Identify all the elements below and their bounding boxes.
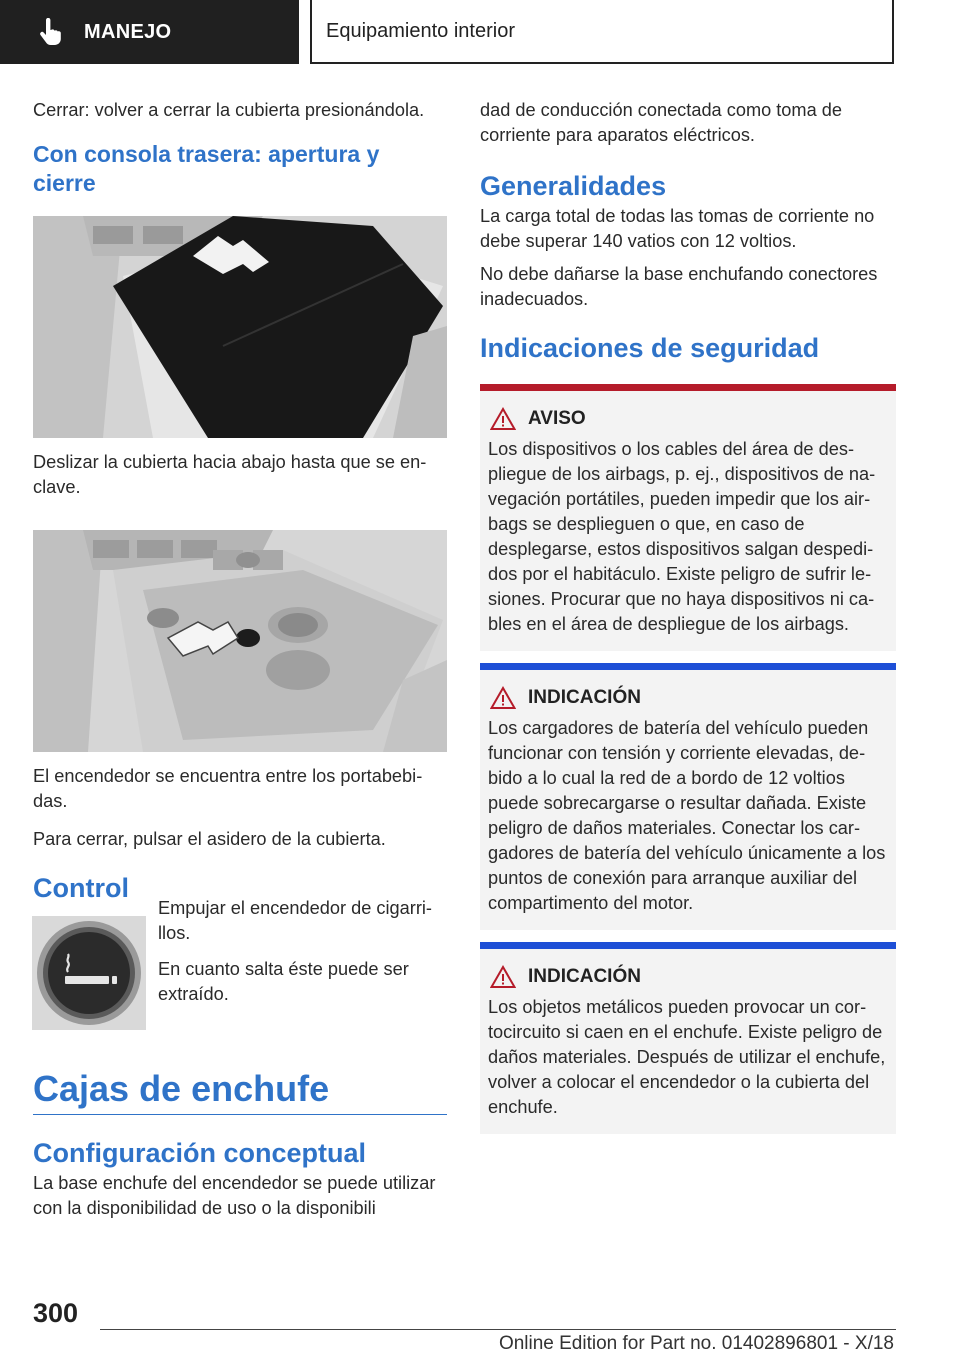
paragraph-en-cuanto: En cuanto salta éste puede ser extraído. (158, 959, 409, 1004)
notice-title-text: AVISO (528, 408, 586, 429)
section-label: Equipamiento interior (326, 19, 515, 42)
heading-generalidades: Generalidades (480, 171, 667, 201)
heading-control: Control (33, 873, 129, 903)
hand-pointer-icon (38, 18, 64, 46)
heading-rule (33, 1114, 447, 1115)
chapter-label: MANEJO (84, 20, 172, 43)
paragraph-carga-total: La carga total de todas las tomas de corriente no debe superar 140 vatios con 12 voltios. (480, 206, 875, 251)
right-column (480, 98, 896, 1134)
notice-title-text: INDICACIÓN (528, 966, 641, 987)
control-text (158, 896, 446, 1030)
control-row (32, 896, 447, 1030)
paragraph-deslizar: Deslizar la cubierta hacia abajo hasta que se enclave. (33, 452, 427, 497)
paragraph-dad-conduccion: dad de conducción conectada como toma de corriente para aparatos eléctricos. (480, 100, 842, 145)
page-number: 300 (33, 1298, 79, 1328)
notice-title (488, 407, 888, 431)
paragraph-empujar: Empujar el encendedor de cigarrillos. (158, 898, 432, 943)
paragraph-cerrar: Cerrar: volver a cerrar la cubierta presionándola. (33, 100, 425, 120)
notice-indicacion-cargadores (480, 663, 896, 930)
notice-title (488, 965, 888, 989)
warning-triangle-icon (490, 407, 516, 431)
warning-triangle-icon (490, 965, 516, 989)
page-header (0, 0, 960, 66)
heading-consola-trasera: Con consola trasera: apertura y cierre (33, 141, 380, 196)
lighter-button-photo (32, 916, 146, 1030)
notice-text: Los cargadores de batería del vehículo pueden funcionar con tensión y corriente elevadas, debido a lo cual la red de a bordo de 12 voltios puede sobrecargarse o resultar dañada. Existe peligro de daños materiales. Conectar los cargadores de batería del vehículo únicamente a los puntos de conexión para arranque auxiliar del compartimento del motor. (488, 718, 886, 913)
footer-rule (100, 1329, 896, 1330)
notice-aviso (480, 384, 896, 651)
warning-triangle-icon (490, 686, 516, 710)
notice-title (488, 686, 888, 710)
heading-cajas-enchufe: Cajas de enchufe (33, 1068, 330, 1109)
paragraph-no-debe: No debe dañarse la base enchufando conectores inadecuados. (480, 264, 878, 309)
heading-configuracion: Configuración conceptual (33, 1138, 367, 1168)
paragraph-para-cerrar: Para cerrar, pulsar el asidero de la cubierta. (33, 829, 386, 849)
notice-text: Los objetos metálicos pueden provocar un cortocircuito si caen en el enchufe. Existe peligro de daños materiales. Después de utilizar el enchufe, volver a colocar el encendedor o la cubierta del enchufe. (488, 997, 886, 1117)
notice-text: Los dispositivos o los cables del área de despliegue de los airbags, p. ej., dispositivos de navegación portátiles, pueden impedir que los airbags se desplieguen o que, en caso de desplegarse, estos dispositivos salgan despedidos por el habitáculo. Existe peligro de sufrir lesiones. Procurar que no haya dispositivos ni cables en el área de despliegue de los airbags. (488, 439, 876, 634)
console-cover-photo (33, 216, 447, 438)
heading-indicaciones-seguridad: Indicaciones de seguridad (480, 333, 820, 363)
left-column (33, 98, 447, 1221)
notice-title-text: INDICACIÓN (528, 687, 641, 708)
notice-indicacion-objetos (480, 942, 896, 1134)
footer-edition: Online Edition for Part no. 01402896801 - X/18 (498, 1333, 894, 1354)
paragraph-encendedor: El encendedor se encuentra entre los portabebidas. (33, 766, 423, 811)
chapter-tab (0, 0, 299, 64)
lighter-location-photo (33, 530, 447, 752)
paragraph-base-enchufe: La base enchufe del encendedor se puede utilizar con la disponibilidad de uso o la disponibili (33, 1173, 436, 1218)
section-tab (310, 0, 894, 64)
